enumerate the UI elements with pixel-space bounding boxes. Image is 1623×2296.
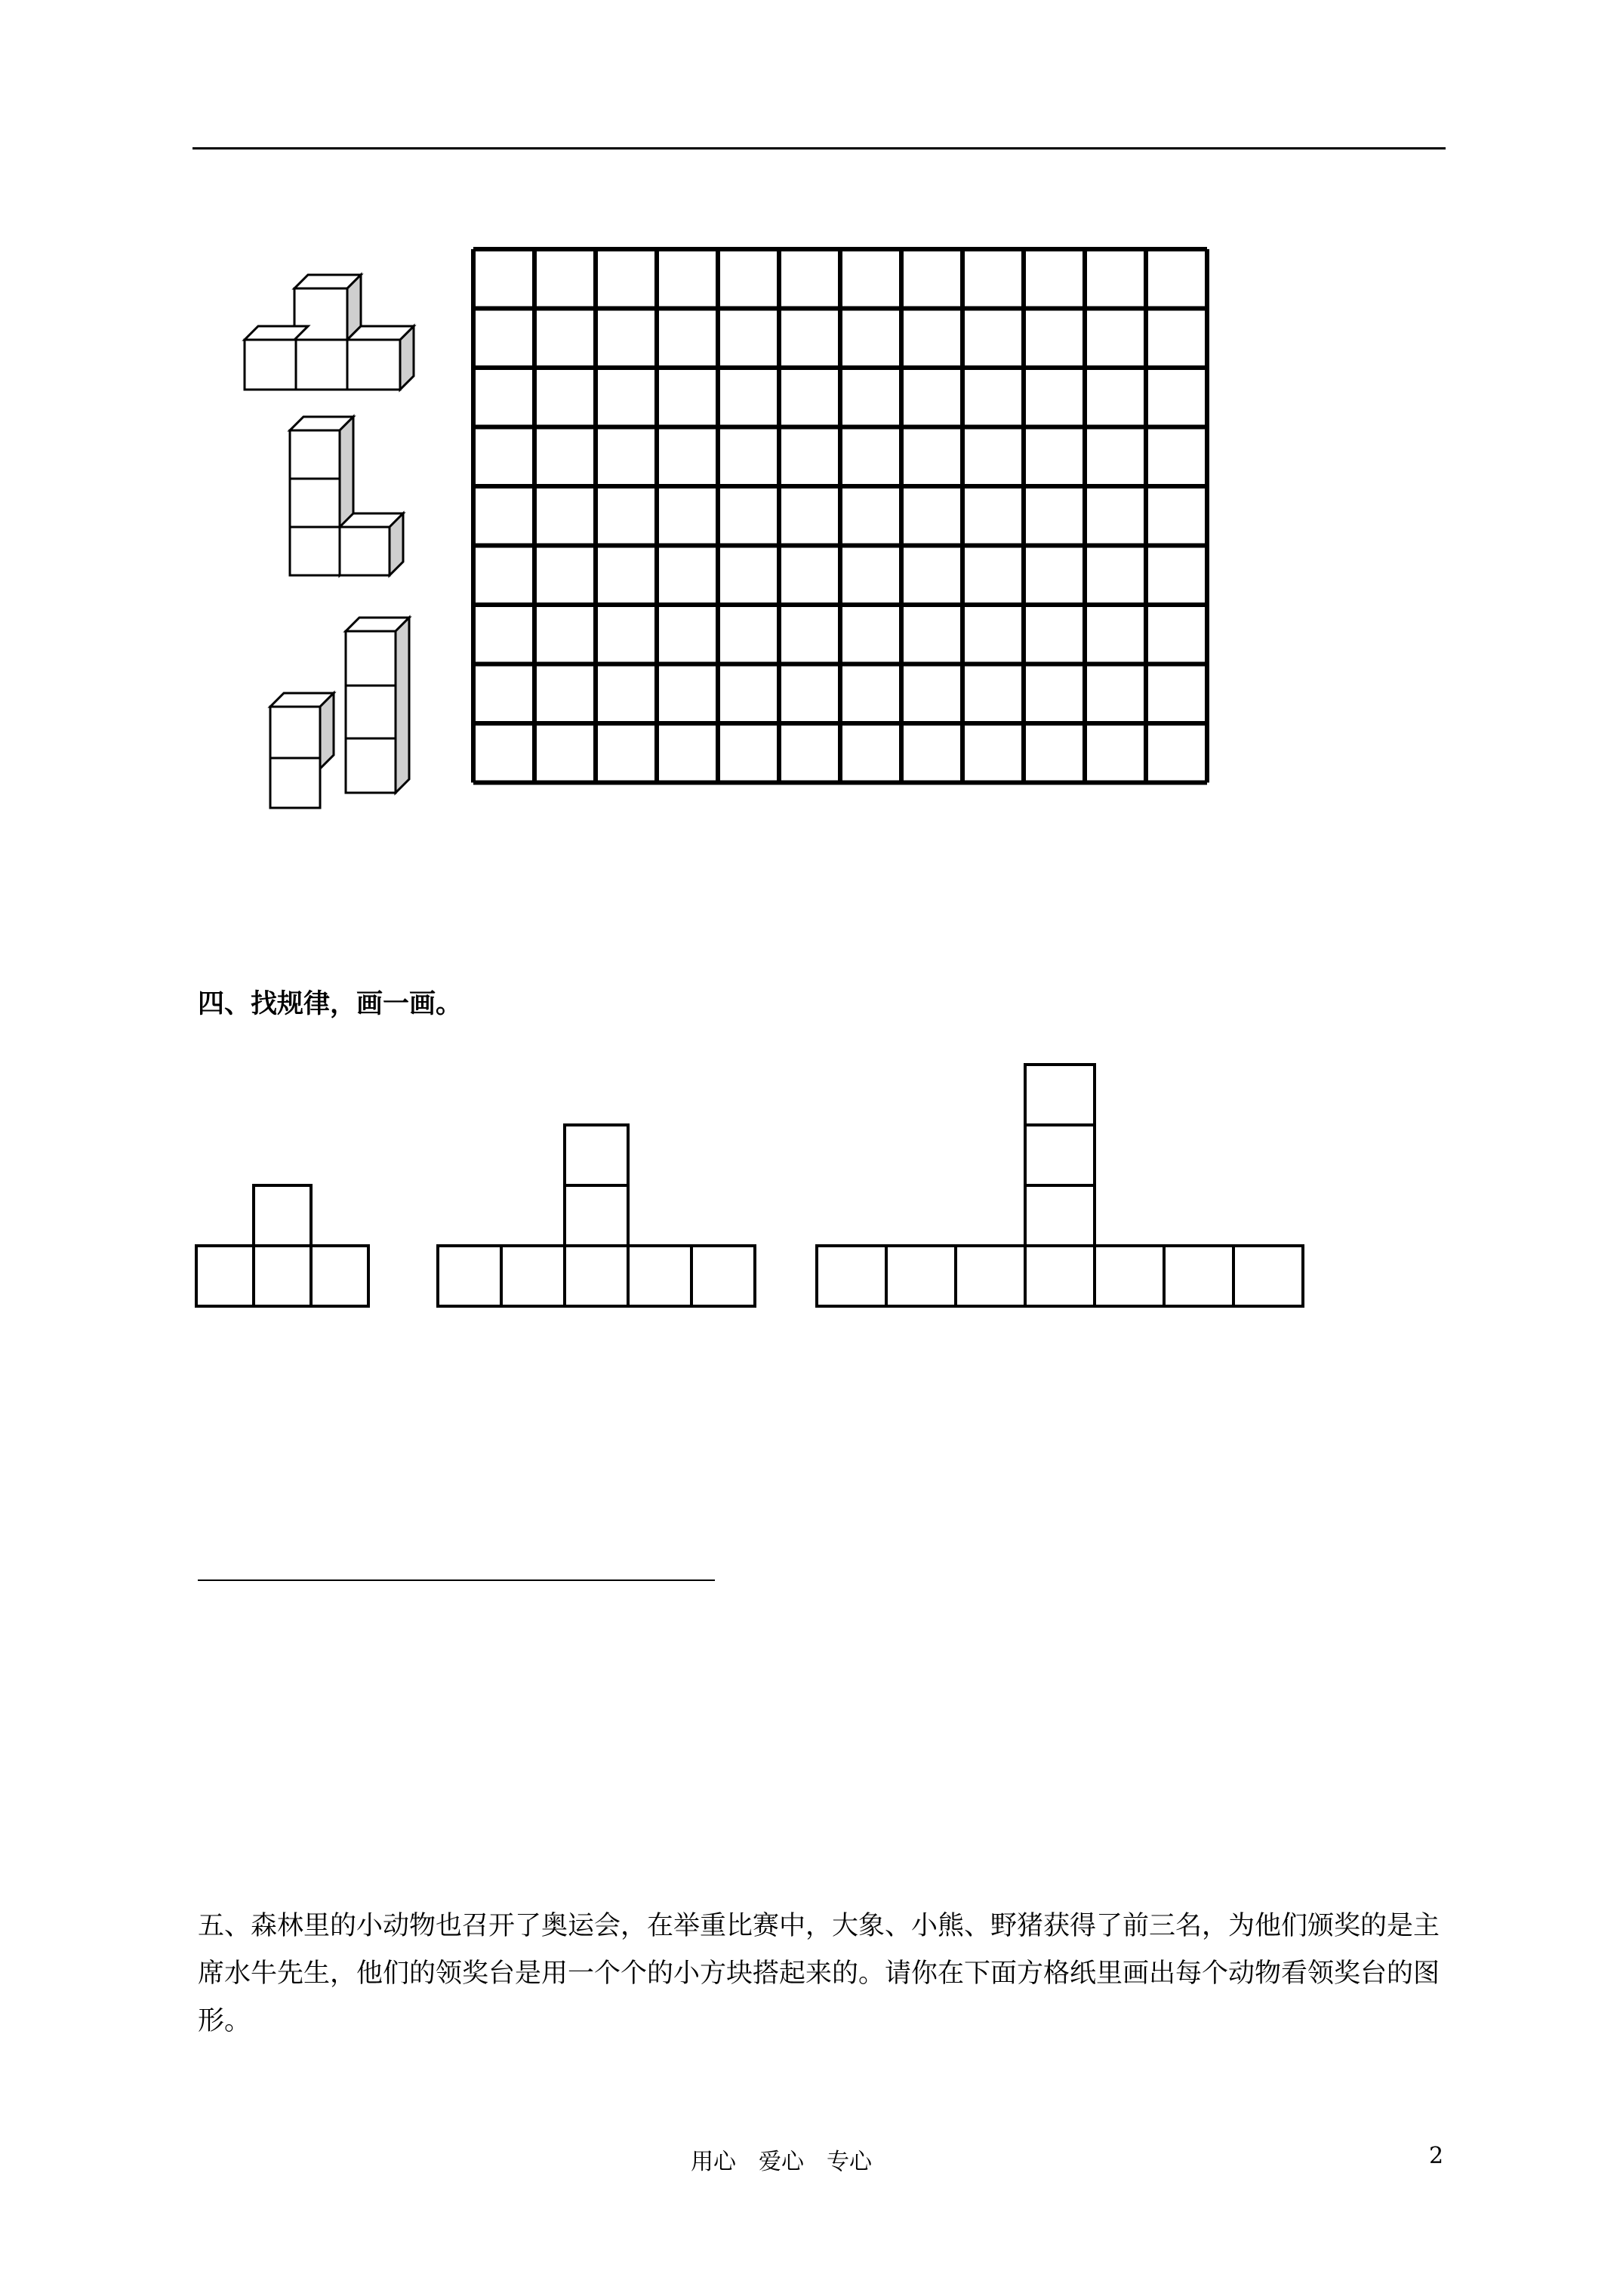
cube-stack-2 (290, 417, 403, 575)
footer-text: 用心 爱心 专心 (691, 2149, 872, 2175)
page-number: 2 (1429, 2143, 1444, 2169)
pattern-shape-3 (817, 1065, 1303, 1306)
footnote-rule (198, 1579, 715, 1581)
cube-stack-3 (270, 618, 409, 808)
cube-views-figure (226, 204, 1283, 838)
cube-stack-1 (245, 275, 414, 390)
pattern-shape-1 (196, 1185, 368, 1306)
section-4-title: 四、找规律，画一画。 (198, 988, 463, 1019)
header-rule (192, 147, 1446, 149)
section-5-text: 五、森林里的小动物也召开了奥运会，在举重比赛中，大象、小熊、野猪获得了前三名，为他们颁奖的是主席水牛先生，他们的领奖台是用一个个的小方块搭起来的。请你在下面方格纸里画出每个动物看领奖台的图形。 (198, 1911, 1440, 2036)
square-grid (473, 249, 1207, 783)
pattern-figure (189, 1057, 1321, 1321)
pattern-shape-2 (438, 1125, 755, 1306)
